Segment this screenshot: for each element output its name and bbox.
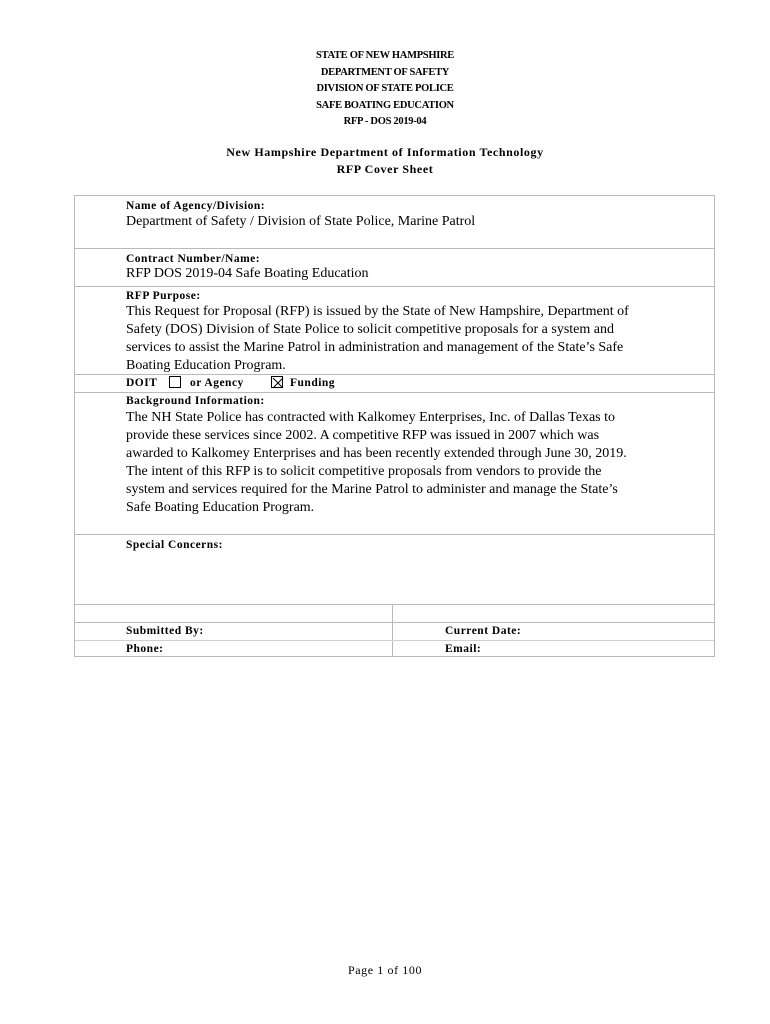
title-department: New Hampshire Department of Information Technology (226, 145, 544, 159)
agency-value: Department of Safety / Division of State Police, Marine Patrol (126, 214, 476, 229)
agency-funding-label: or Agency (190, 377, 244, 389)
document-title (0, 144, 770, 178)
background-line: system and services required for the Marine Patrol to administer and manage the State’s (126, 482, 618, 497)
contract-value: RFP DOS 2019-04 Safe Boating Education (126, 266, 369, 281)
phone-label: Phone: (126, 643, 164, 655)
background-line: provide these services since 2002. A competitive RFP was issued in 2007 which was (126, 428, 600, 443)
check-x-icon (272, 377, 284, 389)
document-header (0, 48, 770, 131)
row-divider (75, 640, 714, 641)
special-concerns-label: Special Concerns: (126, 539, 223, 551)
purpose-text (126, 303, 686, 375)
header-line-program: SAFE BOATING EDUCATION (316, 99, 454, 111)
current-date-label: Current Date: (445, 625, 522, 637)
row-divider (75, 534, 714, 535)
email-label: Email: (445, 643, 482, 655)
funding-label: Funding (290, 377, 336, 389)
agency-label: Name of Agency/Division: (126, 200, 266, 212)
doit-label: DOIT (126, 377, 158, 389)
purpose-line: Boating Education Program. (126, 358, 286, 373)
purpose-line: services to assist the Marine Patrol in administration and management of the State’s Safe (126, 340, 624, 355)
agency-checkbox[interactable] (271, 376, 283, 388)
background-label: Background Information: (126, 395, 265, 407)
purpose-line: This Request for Proposal (RFP) is issued by the State of New Hampshire, Department of (126, 304, 629, 319)
purpose-line: Safety (DOS) Division of State Police to solicit competitive proposals for a system and (126, 322, 614, 337)
row-divider (75, 604, 714, 605)
row-divider (75, 622, 714, 623)
row-divider (75, 392, 714, 393)
background-line: awarded to Kalkomey Enterprises and has been recently extended through June 30, 2019. (126, 446, 627, 461)
submitted-by-label: Submitted By: (126, 625, 204, 637)
purpose-label: RFP Purpose: (126, 290, 201, 302)
cover-sheet-form (74, 195, 715, 657)
row-divider (75, 248, 714, 249)
title-cover-sheet: RFP Cover Sheet (336, 162, 434, 176)
row-divider (75, 286, 714, 287)
header-line-department: DEPARTMENT OF SAFETY (320, 66, 450, 78)
page-number: Page 1 of 100 (347, 963, 423, 977)
column-divider (392, 604, 393, 656)
header-line-rfp-number: RFP - DOS 2019-04 (343, 116, 427, 127)
contract-label: Contract Number/Name: (126, 253, 261, 265)
background-line: Safe Boating Education Program. (126, 500, 315, 515)
header-line-division: DIVISION OF STATE POLICE (316, 83, 454, 94)
background-line: The intent of this RFP is to solicit competitive proposals from vendors to provide the (126, 464, 602, 479)
doit-checkbox[interactable] (169, 376, 181, 388)
background-line: The NH State Police has contracted with Kalkomey Enterprises, Inc. of Dallas Texas to (126, 410, 616, 425)
background-text (126, 409, 686, 517)
header-line-state: STATE OF NEW HAMPSHIRE (316, 50, 454, 61)
